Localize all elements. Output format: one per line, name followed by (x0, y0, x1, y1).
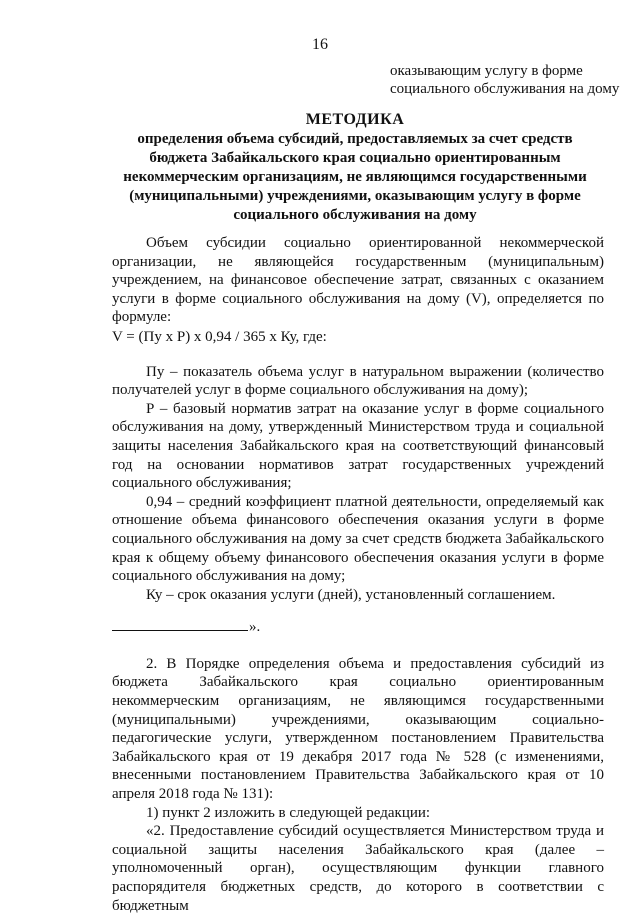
paragraph-quoted-item-2: «2. Предоставление субсидий осуществляется Министерством труда и социальной защиты населения Забайкальского края (далее – уполномоченный орган), осуществляющим функции главного распорядителя бюджетных средств, до которого в соответствии с бюджетным (112, 823, 604, 914)
title-main: МЕТОДИКА (305, 111, 405, 128)
header-note-line-2: социального обслуживания на дому (390, 81, 620, 97)
header-note-line-1: оказывающим услугу в форме (390, 63, 583, 79)
separator-rule (112, 618, 248, 631)
paragraph-p-definition: Р – базовый норматив затрат на оказание услуг в форме социального обслуживания на дому, утвержденный Министерством труда и социальной защиты населения Забайкальского края на соответствующий финансовый год на основании нормативов затрат государственных учреждений социального обслуживания; (112, 400, 604, 492)
paragraph-pu-definition: Пу – показатель объема услуг в натуральном выражении (количество получателей услуг в форме социального обслуживания на дому); (112, 363, 604, 399)
separator-line (112, 618, 604, 637)
paragraph-coefficient-definition: 0,94 – средний коэффициент платной деятельности, определяемый как отношение объема финансового обеспечения оказания услуги в форме социального обслуживания на дому за счет средств бюджета Забайкальского края к общему объему финансового обеспечения оказания услуги в форме социального обслуживания на дому; (112, 493, 604, 585)
header-note (390, 62, 620, 98)
document-body (112, 234, 604, 915)
paragraph-ku-definition: Ку – срок оказания услуги (дней), установленный соглашением. (146, 586, 556, 603)
document-title (112, 110, 598, 225)
paragraph-subitem-1: 1) пункт 2 изложить в следующей редакции: (146, 804, 431, 821)
separator-suffix: ». (249, 619, 261, 636)
formula: V = (Пу х Р) х 0,94 / 365 х Ку, где: (112, 328, 327, 345)
title-subtitle: определения объема субсидий, предоставляемых за счет средств бюджета Забайкальского края социально ориентированным некоммерческим организациям, не являющимся государственными (муниципальными) учреждениями, оказывающим услугу в форме социального обслуживания на дому (123, 131, 587, 223)
paragraph-volume-definition: Объем субсидии социально ориентированной некоммерческой организации, не являющейся государственным (муниципальным) учреждением, на финансовое обеспечение затрат, связанных с оказанием услуги в форме социального обслуживания на дому (V), определяется по формуле: (112, 235, 604, 326)
paragraph-item-2: 2. В Порядке определения объема и предоставления субсидий из бюджета Забайкальского края социально ориентированным некоммерческим организациям, не являющимся государственными (муниципальными) учреждениями, оказывающим социально-педагогические услуги, утвержденном постановлением Правительства Забайкальского края от 19 декабря 2017 года № 528 (с изменениями, внесенными постановлением Правительства Забайкальского края от 10 апреля 2018 года № 131): (112, 655, 604, 803)
page-number: 16 (312, 36, 328, 53)
